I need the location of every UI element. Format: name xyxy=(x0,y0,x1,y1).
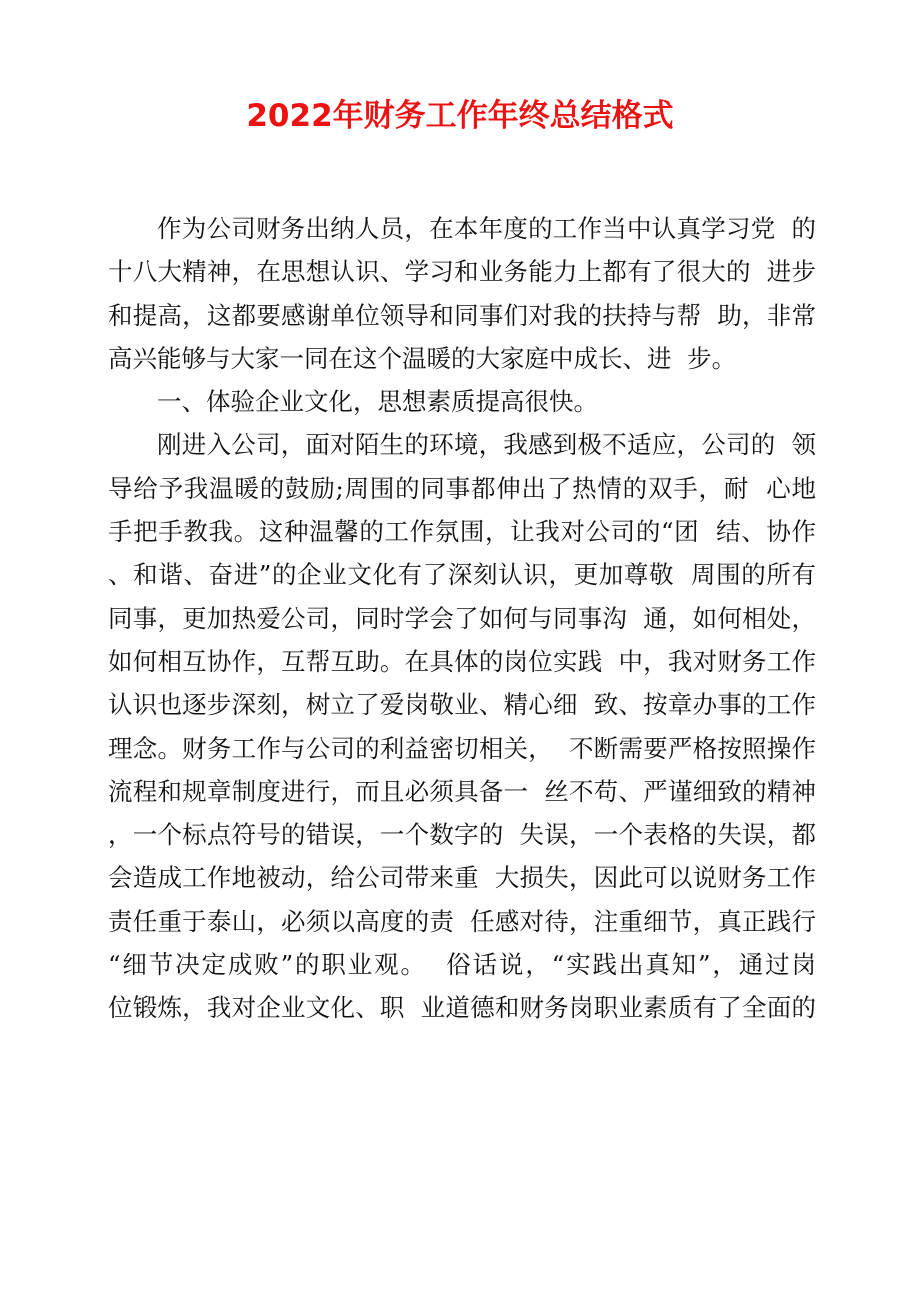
paragraph-line: 导给予我温暖的鼓励;周围的同事都伸出了热情的双手，耐 心地 xyxy=(108,473,816,503)
document-body xyxy=(108,207,816,1030)
paragraph-line: 作为公司财务出纳人员，在本年度的工作当中认真学习党 的 xyxy=(157,214,816,243)
paragraph-line: 和提高，这都要感谢单位领导和同事们对我的扶持与帮 助，非常 xyxy=(108,300,816,330)
paragraph-line: 会造成工作地被动，给公司带来重 大损失，因此可以说财务工作 xyxy=(108,863,816,893)
paragraph-line: 十八大精神，在思想认识、学习和业务能力上都有了很大的 进步 xyxy=(108,257,816,287)
paragraph-line: 责任重于泰山，必须以高度的责 任感对待，注重细节，真正践行 xyxy=(108,906,816,936)
paragraph-line: 位锻炼，我对企业文化、职 业道德和财务岗职业素质有了全面的 xyxy=(108,993,816,1023)
paragraph-line: 手把手教我。这种温馨的工作氛围，让我对公司的“团 结、协作 xyxy=(108,517,816,547)
paragraph-line: 高兴能够与大家一同在这个温暖的大家庭中成长、进 步。 xyxy=(108,343,737,373)
paragraph-line: 流程和规章制度进行，而且必须具备一 丝不苟、严谨细致的精神 xyxy=(108,776,816,806)
paragraph-line: ，一个标点符号的错误，一个数字的 失误，一个表格的失误，都 xyxy=(108,820,816,850)
paragraph-line: 、和谐、奋进”的企业文化有了深刻认识，更加尊敬 周围的所有 xyxy=(108,560,816,590)
paragraph-line: 同事，更加热爱公司，同时学会了如何与同事沟 通，如何相处， xyxy=(108,603,816,633)
paragraph-line: 理念。财务工作与公司的利益密切相关， 不断需要严格按照操作 xyxy=(108,733,816,763)
paragraph-line: 认识也逐步深刻，树立了爱岗敬业、精心细 致、按章办事的工作 xyxy=(108,690,816,720)
paragraph-line: 如何相互协作，互帮互助。在具体的岗位实践 中，我对财务工作 xyxy=(108,646,816,676)
paragraph-line: “细节决定成败”的职业观。 俗话说，“实践出真知”，通过岗 xyxy=(108,950,816,980)
paragraph-line: 刚进入公司，面对陌生的环境，我感到极不适应，公司的 领 xyxy=(157,430,816,460)
document-title: 2022年财务工作年终总结格式 xyxy=(246,98,674,134)
section-heading: 一、体验企业文化，思想素质提高很快。 xyxy=(157,387,598,417)
